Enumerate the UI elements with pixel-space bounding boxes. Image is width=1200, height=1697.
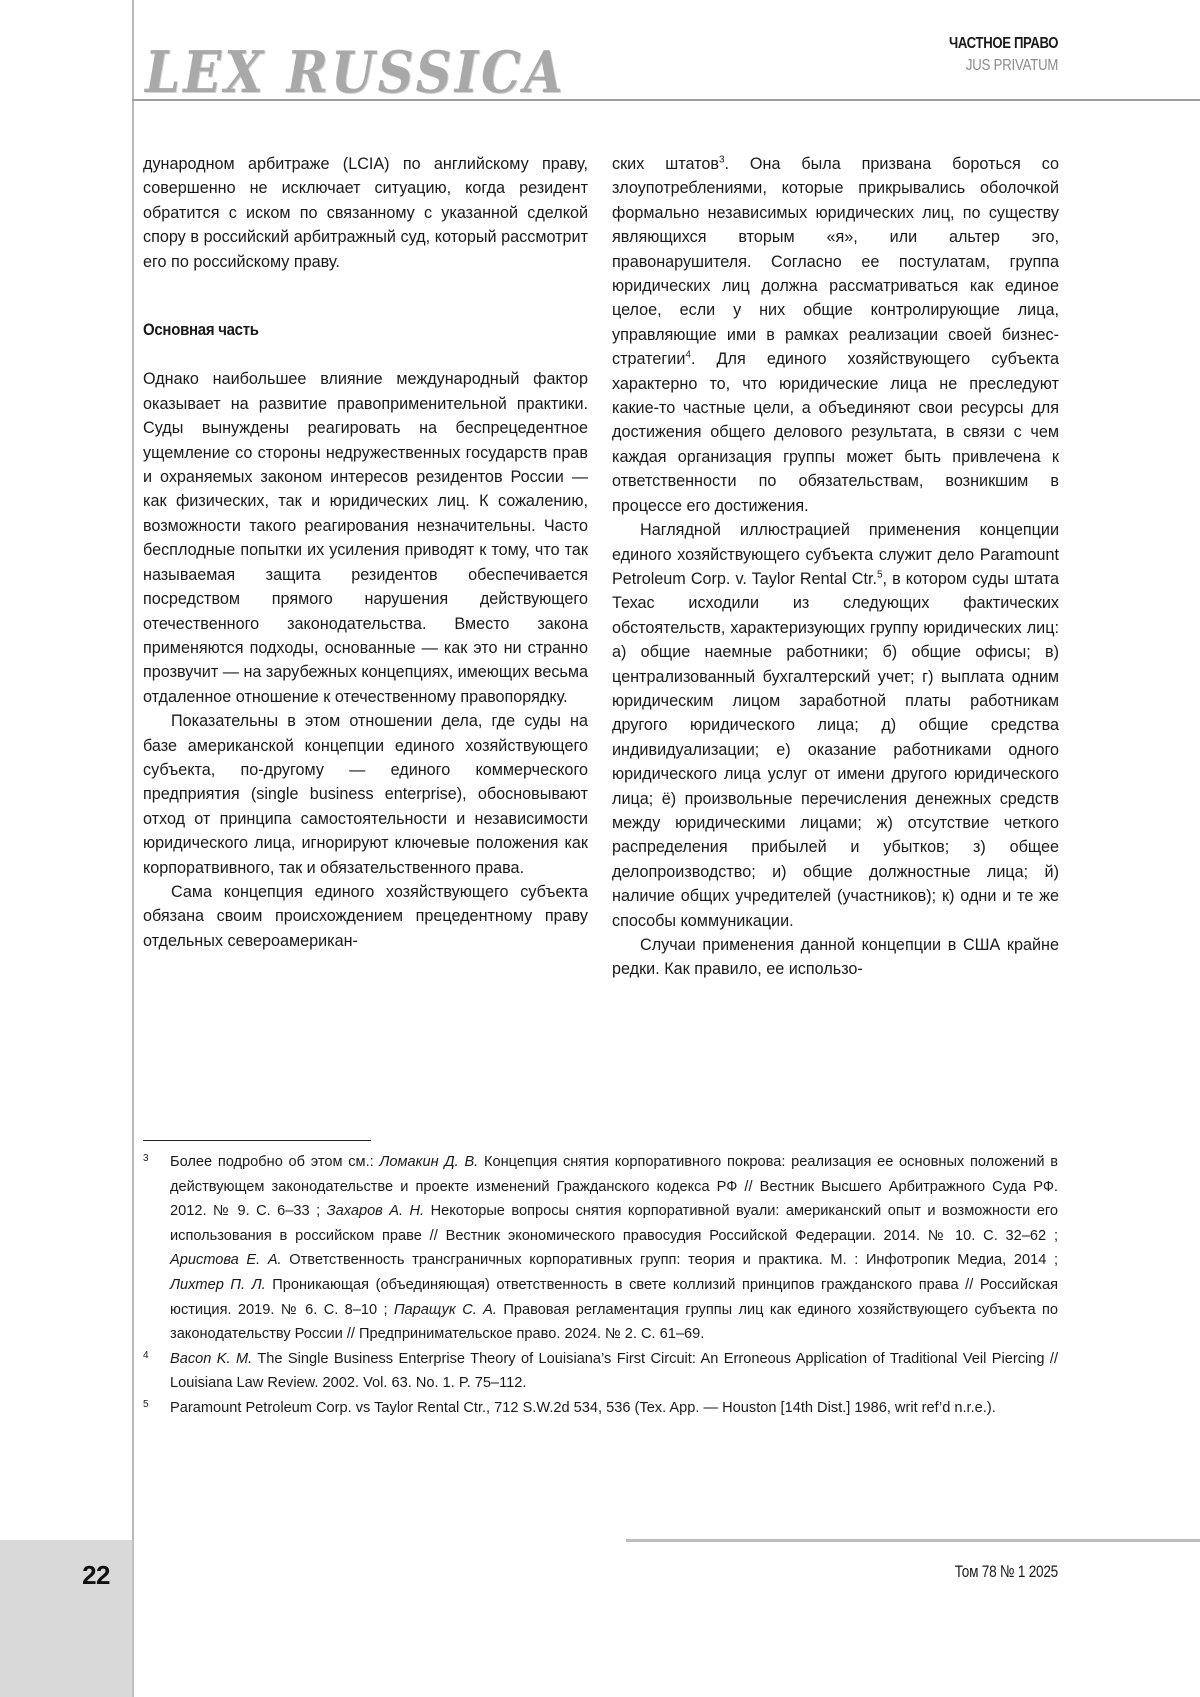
paragraph: Однако наибольшее влияние международный фактор оказывает на развитие правоприменительной практики. Суды вынуждены реагировать на беспрецедентное ущемление со стороны недружественных государств прав и охраняемых законом интересов резидентов России — как физических, так и юридических лиц. К сожалению, возможности такого реагирования незначительны. Часто бесплодные попытки их усиления приводят к тому, что так называемая защита резидентов обеспечивается посредством прямого нарушения действующего отечественного законодательства. Вместо закона применяются подходы, основанные — как это ни странно прозвучит — на зарубежных концепциях, имеющих весьма отдаленное отношение к отечественному правопорядку. bbox=[143, 370, 588, 706]
journal-logo: LEX RUSSICA bbox=[145, 38, 566, 106]
paragraph: дународном арбитраже (LCIA) по английскому праву, совершенно не исключает ситуацию, когда резидент обратится с иском по связанному с указанной сделкой спору в российский арбитражный суд, который рассмотрит его по российскому праву. bbox=[143, 155, 588, 271]
left-margin-rule bbox=[132, 0, 134, 1540]
author-name: Захаров А. Н. bbox=[326, 1203, 425, 1220]
footer-rule bbox=[626, 1539, 1200, 1542]
footnote-4 bbox=[143, 1347, 1058, 1396]
section-heading: Основная часть bbox=[143, 320, 259, 340]
footnotes bbox=[143, 1150, 1058, 1421]
page-number-tab bbox=[0, 1540, 134, 1697]
footnote-number: 4 bbox=[143, 1349, 149, 1361]
page-number: 22 bbox=[82, 1560, 110, 1590]
text-run: . Она была призвана бороться со злоупотреблениями, которые прикрывались оболочкой формально независимых юридических лиц, по существу являющихся вторым «я», или альтер эго, правонарушителя. Согласно ее постулатам, группа юридических лиц должна рассматриваться как единое целое, если у них общие контролирующие лица, управляющие ими в рамках реализации своей бизнес-стратегии bbox=[612, 155, 1059, 369]
paragraph: Случаи применения данной концепции в США крайне редки. Как правило, ее использо- bbox=[612, 936, 1059, 979]
text-run: Наглядной иллюстрацией применения концепции единого хозяйствующего субъекта служит дело Paramount Petroleum Corp. v. Taylor Rental Ctr. bbox=[612, 521, 1059, 588]
citation-text: Концепция снятия корпоративного покрова: реализация ее основных положений в действующем законодательстве и проекте изменений Гражданского кодекса РФ // Вестник Высшего Арбитражного Суда РФ. 2012. № 9. С. 6–33 ; bbox=[170, 1154, 1058, 1220]
paragraph: Сама концепция единого хозяйствующего субъекта обязана своим происхождением прецедентному праву отдельных североамерикан- bbox=[143, 882, 588, 950]
footnote-ref-3[interactable]: 3 bbox=[718, 154, 725, 166]
footnote-separator bbox=[143, 1140, 371, 1141]
paragraph: Показательны в этом отношении дела, где суды на базе американской концепции единого хозяйствующего субъекта, по-другому — единого коммерческого предприятия (single business enterprise), обосновывают отход от принципа самостоятельности и независимости юридического лица, игнорируют ключевые положения как корпоратвивного, так и обязательственного права. bbox=[143, 712, 588, 877]
footnote-number: 3 bbox=[143, 1153, 149, 1164]
citation-text: The Single Business Enterprise Theory of Louisiana’s First Circuit: An Erroneous Application of Traditional Veil Piercing // Louisiana Law Review. 2002. Vol. 63. No. 1. P. 75–112. bbox=[170, 1350, 1058, 1392]
footnote-3 bbox=[143, 1150, 1058, 1347]
author-name: Лихтер П. Л. bbox=[170, 1276, 266, 1293]
citation-text: Ответственность трансграничных корпоративных групп: теория и практика. М. : Инфотропик Медиа, 2014 ; bbox=[281, 1252, 1058, 1269]
text-run: , в котором суды штата Техас исходили из следующих фактических обстоятельств, характеризующих группу юридических лиц: а) общие наемные работники; б) общие офисы; в) централизованный бухгалтерский учет; г) выплата одним юридическим лицом заработной платы работникам другого юридического лица; д) общие средства индивидуализации; е) оказание работниками одного юридического лица услуг от имени другого юридического лица; ё) произвольные перечисления денежных средств между юридическими лицами; ж) отсутствие четкого распределения прибылей и убытков; з) общее делопроизводство; и) общие должностные лица; й) наличие общих учредителей (участников); к) одни и те же способы коммуникации. bbox=[612, 569, 1059, 930]
author-name: Ломакин Д. В. bbox=[379, 1154, 479, 1170]
author-name: Bacon K. M. bbox=[170, 1350, 253, 1367]
paragraph bbox=[612, 518, 1059, 933]
right-column bbox=[612, 152, 1059, 982]
issue-info: Том 78 № 1 2025 bbox=[954, 1562, 1058, 1581]
citation-text: Правовая регламентация группы лиц как единого хозяйствующего субъекта по законодательству России // Предпринимательское право. 2024. № 2. С. 61–69. bbox=[170, 1301, 1059, 1343]
footnote-number: 5 bbox=[143, 1398, 149, 1410]
footnote-ref-4[interactable]: 4 bbox=[685, 349, 691, 361]
author-name: Паращук С. А. bbox=[393, 1301, 497, 1318]
author-name: Аристова Е. А. bbox=[170, 1252, 282, 1269]
heading-spacer bbox=[143, 342, 588, 367]
citation-text: Более подробно об этом см.: bbox=[170, 1154, 380, 1170]
citation-text: Некоторые вопросы снятия корпоративной вуали: американский опыт и возможности его использования в российском праве // Вестник экономического правосудия Российской Федерации. 2014. № 10. С. 32–62 ; bbox=[170, 1203, 1058, 1244]
footnote-ref-5[interactable]: 5 bbox=[876, 569, 883, 581]
footnote-text bbox=[170, 1396, 1058, 1421]
section-label bbox=[925, 33, 1058, 77]
paragraph bbox=[612, 152, 1059, 518]
left-column bbox=[143, 152, 588, 953]
footnote-5 bbox=[143, 1396, 1058, 1421]
text-run: ских штатов bbox=[612, 155, 719, 173]
section-title-ru: ЧАСТНОЕ ПРАВО bbox=[948, 35, 1058, 52]
footnote-text bbox=[170, 1347, 1058, 1396]
footnote-text bbox=[170, 1150, 1058, 1347]
section-title-latin: JUS PRIVATUM bbox=[965, 57, 1058, 74]
citation-text: Проникающая (объединяющая) ответственность в свете коллизий принципов гражданского права // Российская юстиция. 2019. № 6. С. 8–10 ; bbox=[170, 1276, 1058, 1318]
citation-text: Paramount Petroleum Corp. vs Taylor Rental Ctr., 712 S.W.2d 534, 536 (Tex. App. — Houston [14th Dist.] 1986, writ ref’d n.r.e.). bbox=[170, 1399, 996, 1416]
text-run: . Для единого хозяйствующего субъекта характерно то, что юридические лица не преследуют какие-то частные цели, а объединяют свои ресурсы для достижения общего делового результата, в связи с чем каждая организация группы может быть привлечена к ответственности по обязательствам, возникшим в процессе его достижения. bbox=[612, 350, 1059, 515]
